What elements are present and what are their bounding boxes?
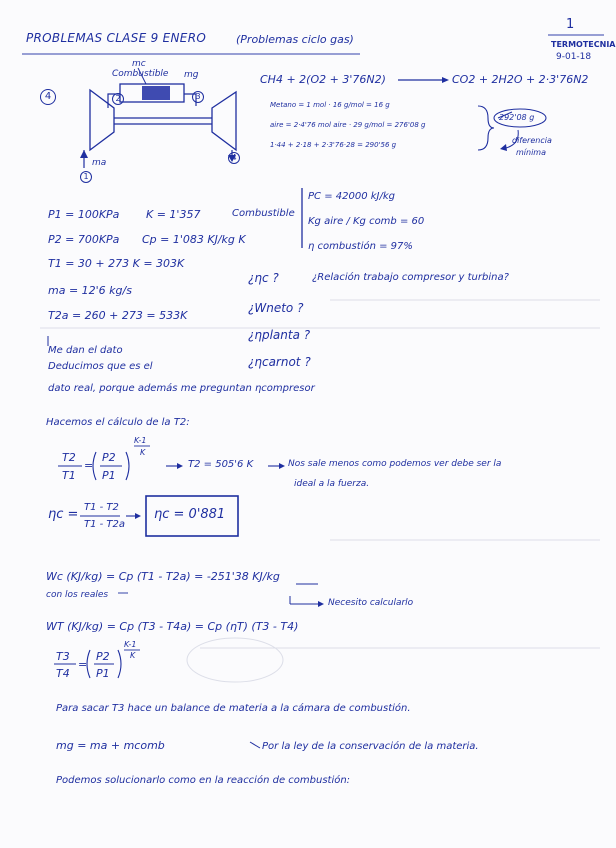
state-point-4: 4 [228, 152, 240, 164]
state-point-3: 3 [192, 91, 204, 103]
reaction-reactants: CH4 + 2(O2 + 3'76N2) [260, 73, 386, 86]
gas-mass-flow-label: mg [184, 70, 199, 80]
question-carnot-efficiency: ¿ηcarnot ? [248, 355, 311, 369]
data-note-3: dato real, porque además me preguntan ηcompresor [48, 383, 315, 394]
fuel-pc: PC = 42000 kJ/kg [308, 191, 395, 202]
need-calculate-note: Necesito calcularlo [328, 598, 414, 608]
exponent-denominator-2: K [130, 651, 136, 660]
fuel-air-ratio: Kg aire / Kg comb = 60 [308, 216, 425, 227]
data-note-2: Deducimos que es el [48, 361, 153, 372]
air-mass-line: aire = 2·4'76 mol aire · 29 g/mol = 276'08 g [270, 121, 426, 129]
air-mass-flow-label: ma [92, 158, 107, 168]
page-date: 9-01-18 [556, 52, 592, 62]
page-subtitle: (Problemas ciclo gas) [236, 33, 354, 46]
p1-denominator: P1 [102, 469, 116, 482]
course-name: TERMOTECNIA [551, 40, 616, 49]
equals-sign-2: = [78, 658, 88, 671]
compressor-shape [90, 90, 114, 150]
data-t1: T1 = 30 + 273 K = 303K [48, 257, 185, 270]
t2-comment-1: Nos sale menos como podemos ver debe ser la [288, 459, 502, 469]
data-ma: ma = 12'6 kg/s [48, 284, 132, 297]
wc-equation: Wc (KJ/kg) = Cp (T1 - T2a) = -251'38 KJ/kg [46, 570, 280, 583]
page-number: 1 [566, 17, 575, 32]
question-plant-efficiency: ¿ηplanta ? [248, 328, 311, 342]
equals-sign-1: = [84, 459, 94, 472]
t4-denominator: T4 [56, 667, 70, 680]
data-p1: P1 = 100KPa [48, 208, 120, 221]
question-work-ratio: ¿Relación trabajo compresor y turbina? [312, 272, 509, 283]
eta-c-symbol: ηc = [48, 507, 79, 522]
reactants-mass-result: 292'08 g [499, 113, 535, 122]
question-net-work: ¿Wneto ? [248, 301, 304, 315]
fuel-combustion-efficiency: η combustión = 97% [308, 241, 413, 252]
difference-label: diferencia [512, 136, 552, 145]
fuel-label: Combustible [112, 69, 169, 79]
methane-mass-line: Metano = 1 mol · 16 g/mol = 16 g [270, 101, 390, 109]
data-t2a: T2a = 260 + 273 = 533K [48, 309, 188, 322]
data-cp: Cp = 1'083 KJ/kg K [142, 233, 246, 246]
real-values-note: con los reales [46, 590, 109, 600]
mg-equation: mg = ma + mcomb [56, 739, 165, 752]
t1-denominator: T1 [62, 469, 76, 482]
reaction-products: CO2 + 2H2O + 2·3'76N2 [452, 73, 589, 86]
wt-equation: WT (KJ/kg) = Cp (T3 - T4a) = Cp (ηT) (T3 - T4) [46, 620, 299, 633]
eta-denominator: T1 - T2a [84, 519, 126, 530]
p1-denominator-2: P1 [96, 667, 110, 680]
exponent-numerator-2: K-1 [124, 640, 137, 649]
t2-numerator: T2 [62, 451, 76, 464]
t3-numerator: T3 [56, 650, 70, 663]
final-note: Podemos solucionarlo como en la reacción de combustión: [56, 775, 351, 786]
state-point-2: 2 [112, 93, 124, 105]
page-title: PROBLEMAS CLASE 9 ENERO [26, 31, 207, 45]
t3-note: Para sacar T3 hace un balance de materia a la cámara de combustión. [56, 703, 411, 714]
difference-label-2: mínima [516, 148, 547, 157]
exponent-denominator: K [140, 448, 146, 457]
data-k: K = 1'357 [146, 208, 201, 221]
state-point-1: 1 [80, 171, 92, 183]
p2-numerator-2: P2 [96, 650, 110, 663]
mg-note: Por la ley de la conservación de la materia. [262, 741, 479, 752]
question-compressor-efficiency: ¿ηc ? [248, 271, 279, 285]
eta-numerator: T1 - T2 [84, 502, 119, 513]
products-mass-line: 1·44 + 2·18 + 2·3'76·28 = 290'56 g [270, 141, 397, 149]
calc-intro: Hacemos el cálculo de la T2: [46, 417, 190, 428]
fuel-heading: Combustible [232, 208, 295, 219]
t2-result: T2 = 505'6 K [188, 459, 254, 470]
t2-comment-2: ideal a la fuerza. [294, 479, 370, 489]
eta-result: ηc = 0'881 [154, 507, 226, 522]
turbine-shape [212, 92, 236, 150]
fuel-mass-flow-label: mc [132, 59, 146, 69]
p2-numerator: P2 [102, 451, 116, 464]
data-p2: P2 = 700KPa [48, 233, 120, 246]
exponent-numerator: K-1 [134, 436, 147, 445]
data-note-1: Me dan el dato [48, 345, 123, 356]
problem-number: 4 [40, 89, 56, 105]
